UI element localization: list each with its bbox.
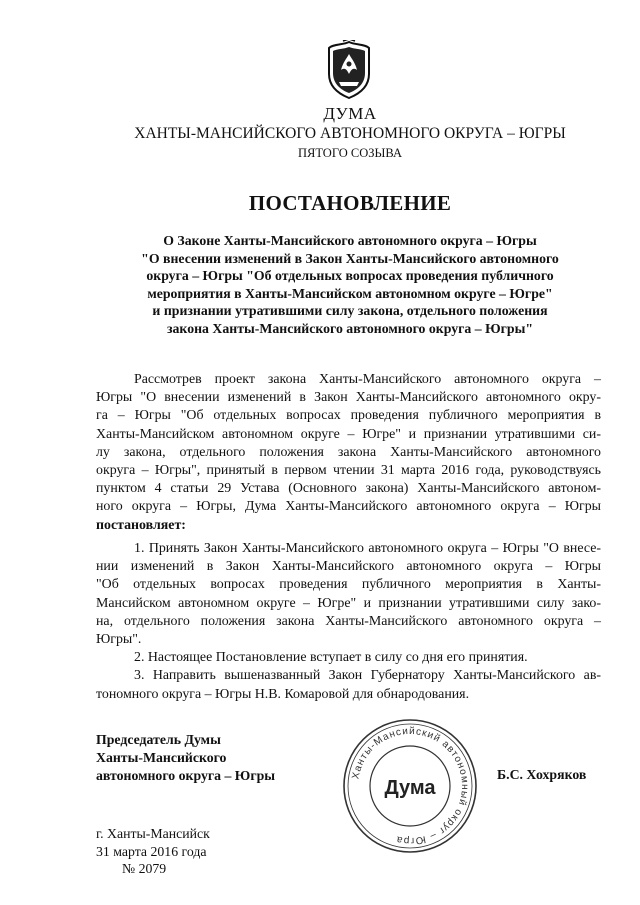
item-line: Югры". — [96, 631, 142, 647]
preamble-line: га – Югры "Об отдельных вопросах проведения публичного мероприятия в — [96, 408, 601, 424]
official-stamp — [340, 716, 480, 856]
subject-line: О Законе Ханты-Мансийского автономного округа – Югры — [163, 233, 537, 248]
item-line: Мансийском автономном округе – Югре" и признании утратившими силу зако- — [96, 595, 601, 611]
item-line: нии изменений в Закон Ханты-Мансийского автономного округа – Югры — [96, 559, 601, 575]
subject-line: округа – Югры "Об отдельных вопросах проведения публичного — [146, 268, 554, 284]
org-convocation: ПЯТОГО СОЗЫВА — [297, 146, 403, 160]
signatory-name: Б.С. Хохряков — [497, 767, 587, 782]
preamble-line: округа – Югры", принятый в первом чтении 31 марта 2016 года, руководствуясь — [96, 462, 601, 478]
item-line: 3. Направить вышеназванный Закон Губернатору Ханты-Мансийского ав- — [134, 668, 601, 684]
city: г. Ханты-Мансийск — [96, 826, 210, 841]
subject-line: закона Ханты-Мансийского автономного округа – Югры" — [166, 320, 533, 336]
subject-line: и признании утратившими силу закона, отдельного положения — [152, 303, 548, 319]
preamble-line: пунктом 4 статьи 29 Устава (Основного закона) Ханты-Мансийского автоном- — [96, 481, 601, 497]
coat-of-arms-icon — [325, 40, 373, 100]
position-line: автономного округа – Югры — [96, 768, 276, 783]
item-line: на, отдельного положения закона Ханты-Мансийского автономного округа – — [96, 613, 601, 629]
place-and-date — [96, 825, 210, 878]
document-title: ПОСТАНОВЛЕНИЕ — [248, 191, 452, 215]
subject-line: мероприятия в Ханты-Мансийском автономном округе – Югре" — [147, 285, 553, 301]
item-line: "Об отдельных вопросах проведения публичного мероприятия в Ханты- — [96, 577, 601, 593]
stamp-ring-text: Ханты-Мансийский автономный округ – Югра — [350, 725, 471, 847]
preamble-line: лу закона, отдельного положения закона Ханты-Мансийского автономного — [96, 444, 601, 460]
decree-items — [96, 540, 601, 704]
document-number: № 2079 — [122, 861, 167, 876]
stamp-center-text: Дума — [384, 777, 436, 799]
org-name: ДУМА — [323, 104, 377, 123]
decree-word: постановляет: — [96, 517, 186, 533]
item-line: 2. Настоящее Постановление вступает в силу со дня его принятия. — [134, 650, 528, 666]
preamble-paragraph — [96, 371, 601, 535]
org-region: ХАНТЫ-МАНСИЙСКОГО АВТОНОМНОГО ОКРУГА – ЮГРЫ — [134, 125, 566, 142]
preamble-line: Югры "О внесении изменений в Закон Ханты-Мансийского автономного окру- — [96, 390, 601, 406]
position-line: Ханты-Мансийского — [96, 750, 227, 765]
preamble-line: Рассмотрев проект закона Ханты-Мансийского автономного округа – — [134, 372, 601, 387]
date: 31 марта 2016 года — [96, 843, 207, 859]
document-subject — [95, 232, 605, 338]
signatory-position — [96, 731, 275, 785]
item-line: тономного округа – Югры Н.В. Комаровой для обнародования. — [96, 686, 470, 702]
subject-line: "О внесении изменений в Закон Ханты-Мансийского автономного — [141, 250, 559, 266]
position-line: Председатель Думы — [96, 732, 221, 747]
preamble-line: Ханты-Мансийском автономном округе – Югре" и признании утратившими си- — [96, 426, 601, 442]
item-line: 1. Принять Закон Ханты-Мансийского автономного округа – Югры "О внесе- — [134, 541, 601, 556]
preamble-line: ного округа – Югры, Дума Ханты-Мансийского автономного округа – Югры — [96, 499, 601, 515]
